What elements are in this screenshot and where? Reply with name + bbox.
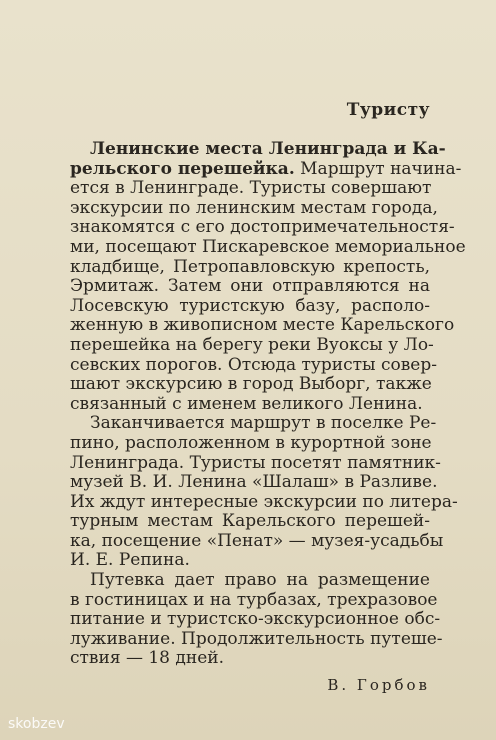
route-title: Ленинские места Ленинграда и Ка- (90, 139, 446, 159)
author-signature: В. Горбов (327, 676, 430, 694)
text-line: турным местам Карельского перешей- (70, 511, 430, 532)
article-body (70, 139, 466, 669)
text-line: И. Е. Репина. (70, 550, 190, 571)
text-line: перешейка на берегу реки Вуоксы у Ло- (70, 334, 434, 355)
section-heading: Туристу (346, 100, 430, 120)
watermark: skobzev (8, 716, 65, 732)
text-line: шают экскурсию в город Выборг, также (70, 374, 432, 395)
text-line: Их ждут интересные экскурсии по литера- (70, 491, 458, 512)
text-line: пино, расположенном в курортной зоне (70, 432, 432, 453)
text-line: ется в Ленинграде. Туристы совершают (70, 178, 432, 199)
text-line: ка, посещение «Пенат» — музея-усадьбы (70, 530, 444, 551)
text-line: Эрмитаж. Затем они отправляются на (70, 276, 430, 297)
paragraph-3 (70, 570, 443, 669)
text-line: женную в живописном месте Карельского (70, 315, 455, 336)
text-line: экскурсии по ленинским местам города, (70, 197, 438, 218)
text-line: музей В. И. Ленина «Шалаш» в Разливе. (70, 472, 438, 493)
text-line: в гостиницах и на турбазах, трехразовое (70, 589, 438, 610)
text-line: луживание. Продолжительность путеше- (70, 628, 443, 649)
text-line (70, 139, 446, 160)
paragraph-1 (70, 139, 466, 414)
text-span: Маршрут начина- (294, 158, 462, 179)
text-line (70, 158, 462, 180)
text-line: ми, посещают Пискаревское мемориальное (70, 236, 466, 257)
text-line: кладбище, Петропавловскую крепость, (70, 256, 430, 277)
text-line: связанный с именем великого Ленина. (70, 393, 423, 414)
text-line: Путевка дает право на размещение (90, 570, 430, 591)
paragraph-2 (70, 413, 458, 571)
text-line: Ленинграда. Туристы посетят памятник- (70, 452, 441, 473)
text-line: ствия — 18 дней. (70, 648, 224, 669)
route-title: рельского перешейка. (70, 158, 295, 179)
text-line: знакомятся с его достопримечательностя- (70, 217, 455, 238)
text-line: Заканчивается маршрут в поселке Ре- (90, 413, 437, 434)
text-line: севских порогов. Отсюда туристы совер- (70, 354, 437, 375)
text-line: Лосевскую туристскую базу, располо- (70, 295, 430, 316)
text-line: питание и туристско-экскурсионное обс- (70, 609, 441, 630)
